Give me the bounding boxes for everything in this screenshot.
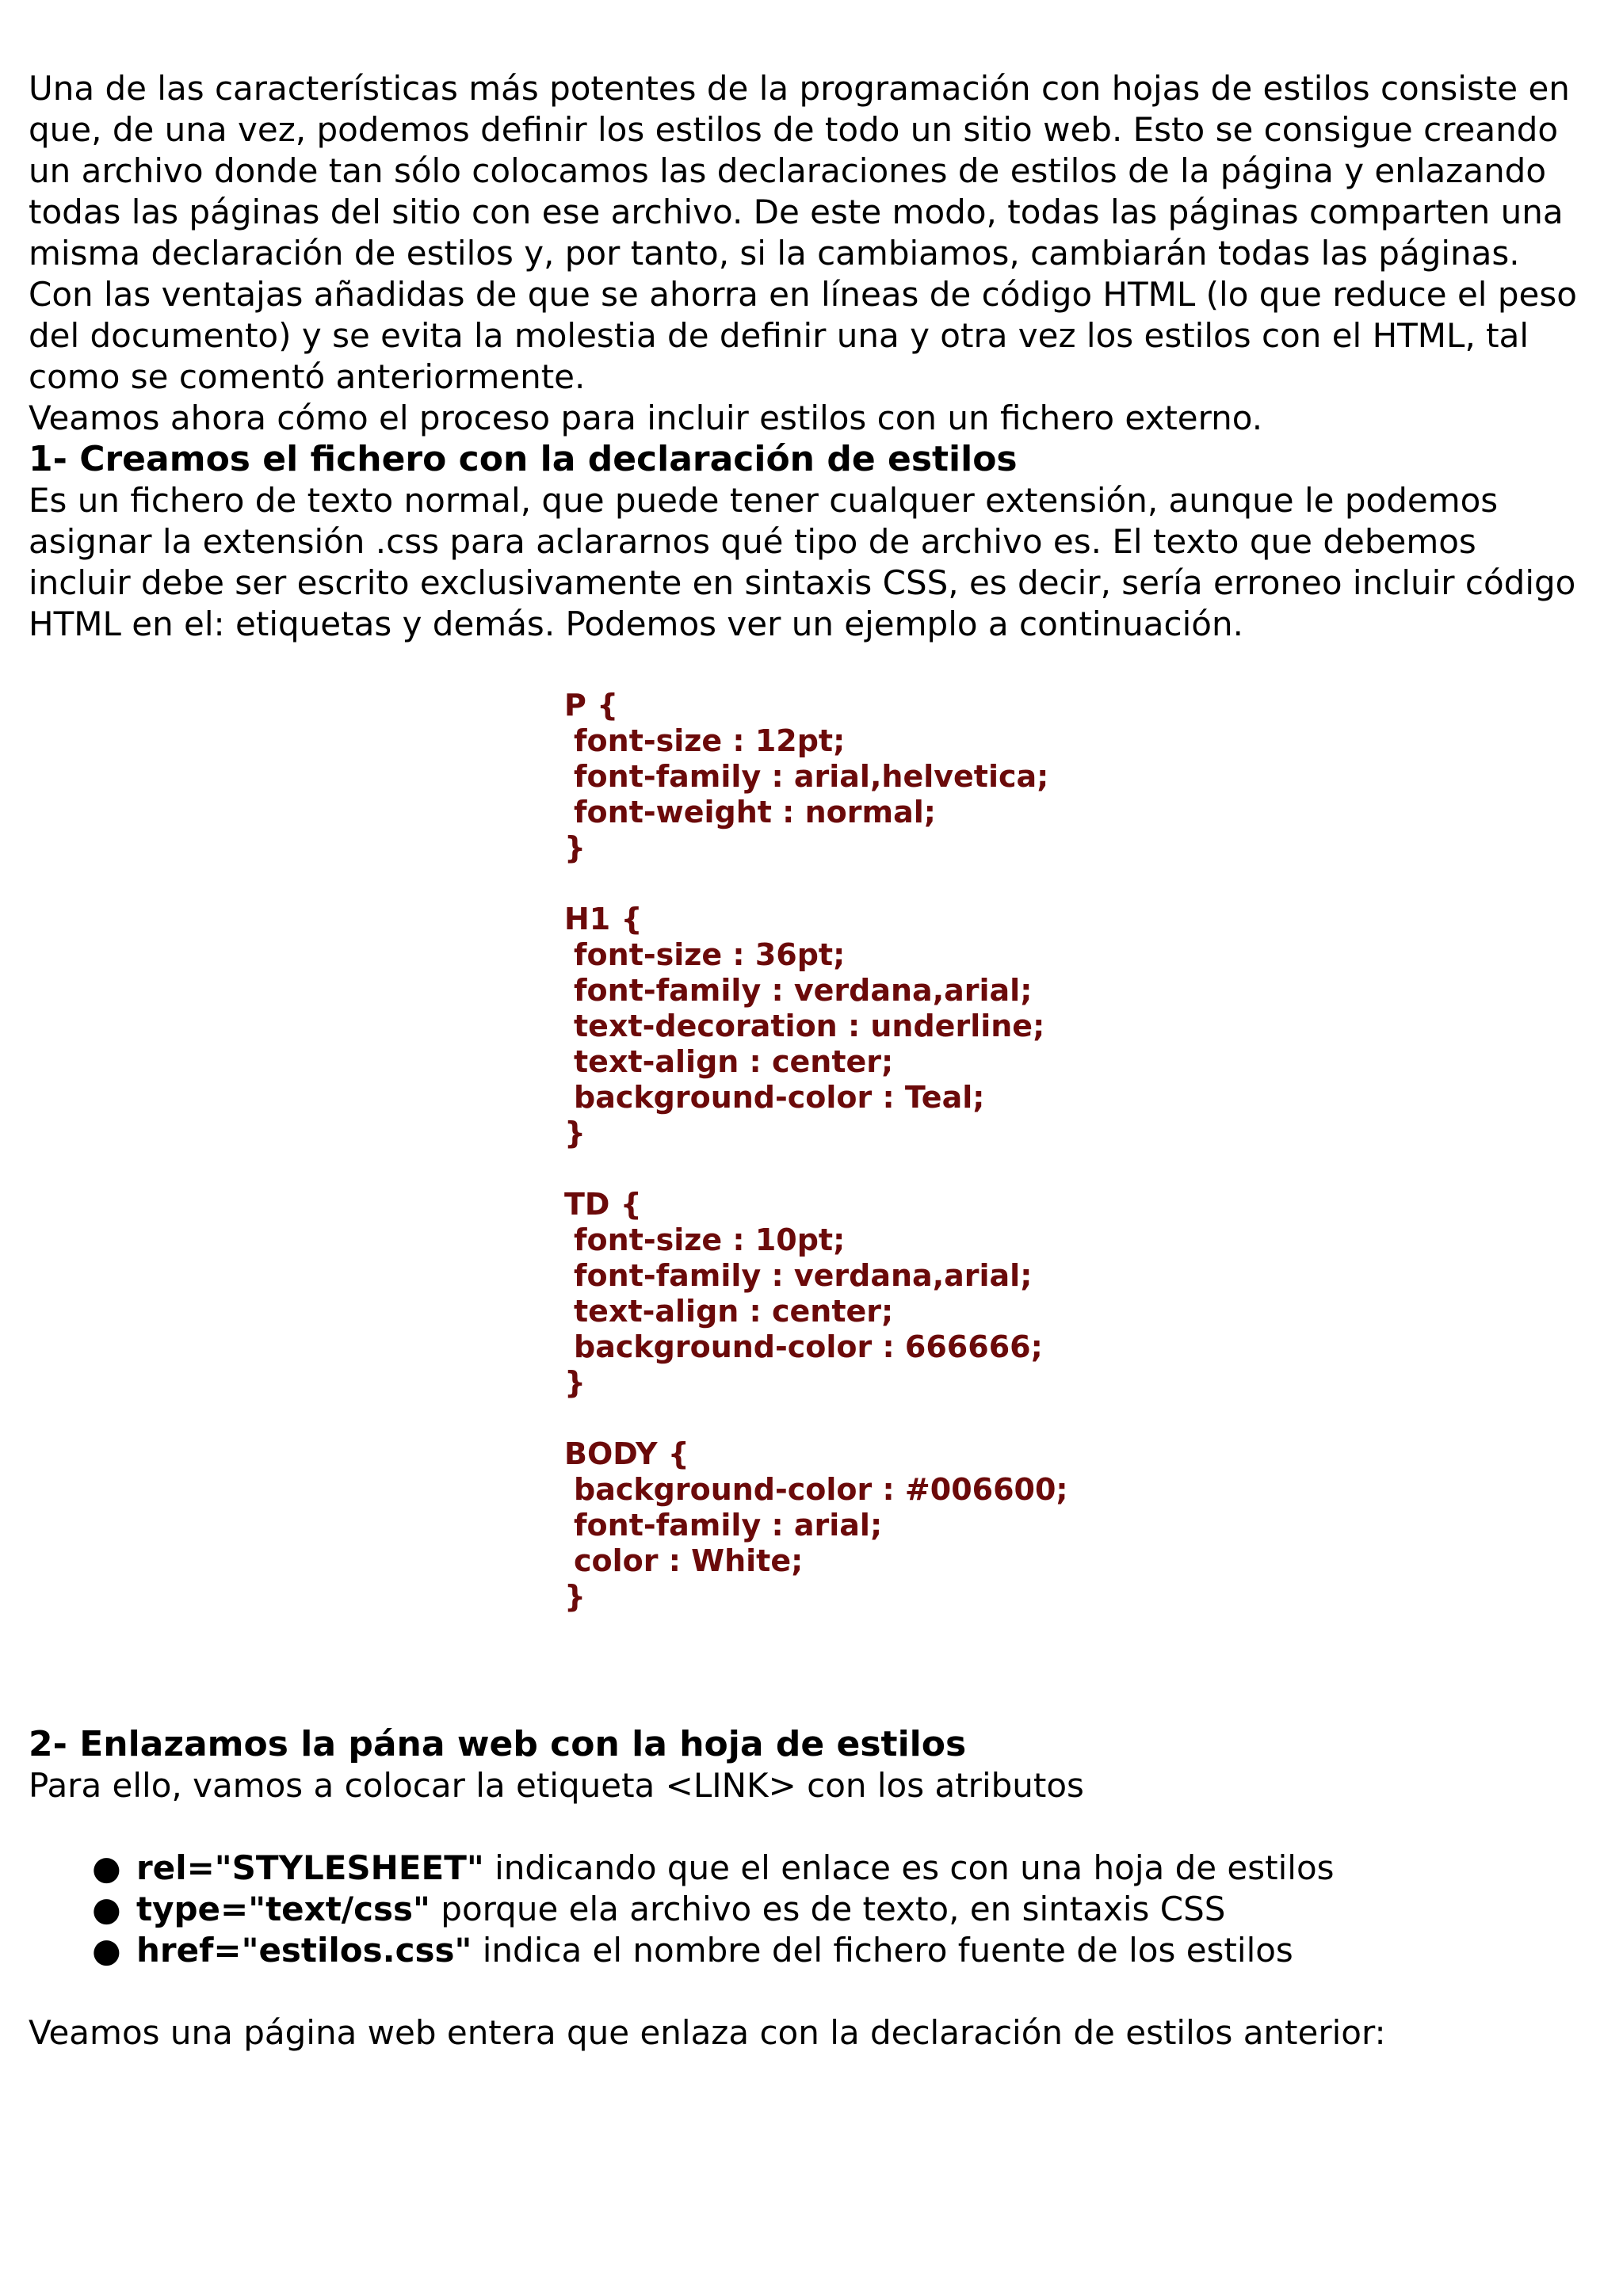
css-rule-td [564,1187,1582,1401]
css-selector: H1 { [564,902,643,936]
section-2-text: Para ello, vamos a colocar la etiqueta <LINK> con los atributos [29,1766,1084,1805]
css-declaration: text-decoration : underline; [574,1009,1045,1043]
css-code-example [564,688,1582,1615]
css-close-brace: } [564,1116,586,1150]
list-item [92,1889,1582,1930]
css-selector: BODY { [564,1436,689,1471]
attribute-name: type="text/css" [136,1890,430,1928]
closing-paragraph: Veamos una página web entera que enlaza con la declaración de estilos anterior: [29,2013,1386,2052]
css-rule-p [564,688,1582,866]
attribute-name: rel="STYLESHEET" [136,1848,484,1887]
css-rule-body [564,1436,1582,1615]
css-close-brace: } [564,830,586,865]
list-item [92,1848,1582,1889]
attribute-description: porque ela archivo es de texto, en sintaxis CSS [430,1890,1226,1928]
section-1-text: Es un fichero de texto normal, que puede tener cualquer extensión, aunque le podemos asignar la extensión .css para aclararnos qué tipo de archivo es. El texto que debemos incluir debe ser escrito exclusivamente en sintaxis CSS, es decir, sería erroneo incluir código HTML en el: etiquetas y demás. Podemos ver un ejemplo a continuación. [29,481,1576,643]
css-declaration: font-family : arial; [574,1508,883,1543]
lead-paragraph: Veamos ahora cómo el proceso para incluir estilos con un fichero externo. [29,399,1263,437]
list-item [92,1930,1582,1971]
css-rule-h1 [564,902,1582,1151]
css-declaration: background-color : #006600; [574,1472,1068,1507]
css-declaration: background-color : Teal; [574,1080,985,1115]
bullet-icon: ● [92,1931,121,1970]
css-close-brace: } [564,1365,586,1400]
attribute-description: indica el nombre del fichero fuente de los estilos [472,1931,1293,1970]
css-declaration: font-family : arial,helvetica; [574,759,1049,794]
css-declaration: background-color : 666666; [574,1329,1043,1364]
bullet-icon: ● [92,1890,121,1928]
css-declaration: font-family : verdana,arial; [574,973,1033,1008]
link-attributes-list [29,1848,1582,1971]
attribute-description: indicando que el enlace es con una hoja de estilos [483,1848,1335,1887]
css-declaration: text-align : center; [574,1044,894,1079]
intro-paragraph: Una de las características más potentes de la programación con hojas de estilos consiste en que, de una vez, podemos definir los estilos de todo un sitio web. Esto se consigue creando un archivo donde tan sólo colocamos las declaraciones de estilos de la página y enlazando todas las páginas del sitio con ese archivo. De este modo, todas las páginas comparten una misma declaración de estilos y, por tanto, si la cambiamos, cambiarán todas las páginas. Con las ventajas añadidas de que se ahorra en líneas de código HTML (lo que reduce el peso del documento) y se evita la molestia de definir una y otra vez los estilos con el HTML, tal como se comentó anteriormente. [29,69,1577,396]
bullet-icon: ● [92,1848,121,1887]
section-2-heading: 2- Enlazamos la pána web con la hoja de estilos [29,1724,967,1764]
css-declaration: color : White; [574,1543,804,1578]
css-declaration: font-size : 36pt; [574,937,846,972]
attribute-name: href="estilos.css" [136,1931,472,1970]
css-selector: TD { [564,1187,642,1222]
css-declaration: font-size : 12pt; [574,723,846,758]
document-page [29,68,1582,2054]
css-declaration: font-family : verdana,arial; [574,1258,1033,1293]
css-declaration: text-align : center; [574,1294,894,1329]
css-close-brace: } [564,1579,586,1614]
css-declaration: font-size : 10pt; [574,1222,846,1257]
section-2 [29,1724,1582,2054]
section-1-heading: 1- Creamos el fichero con la declaración de estilos [29,439,1018,479]
css-selector: P { [564,688,619,723]
css-declaration: font-weight : normal; [574,795,936,830]
